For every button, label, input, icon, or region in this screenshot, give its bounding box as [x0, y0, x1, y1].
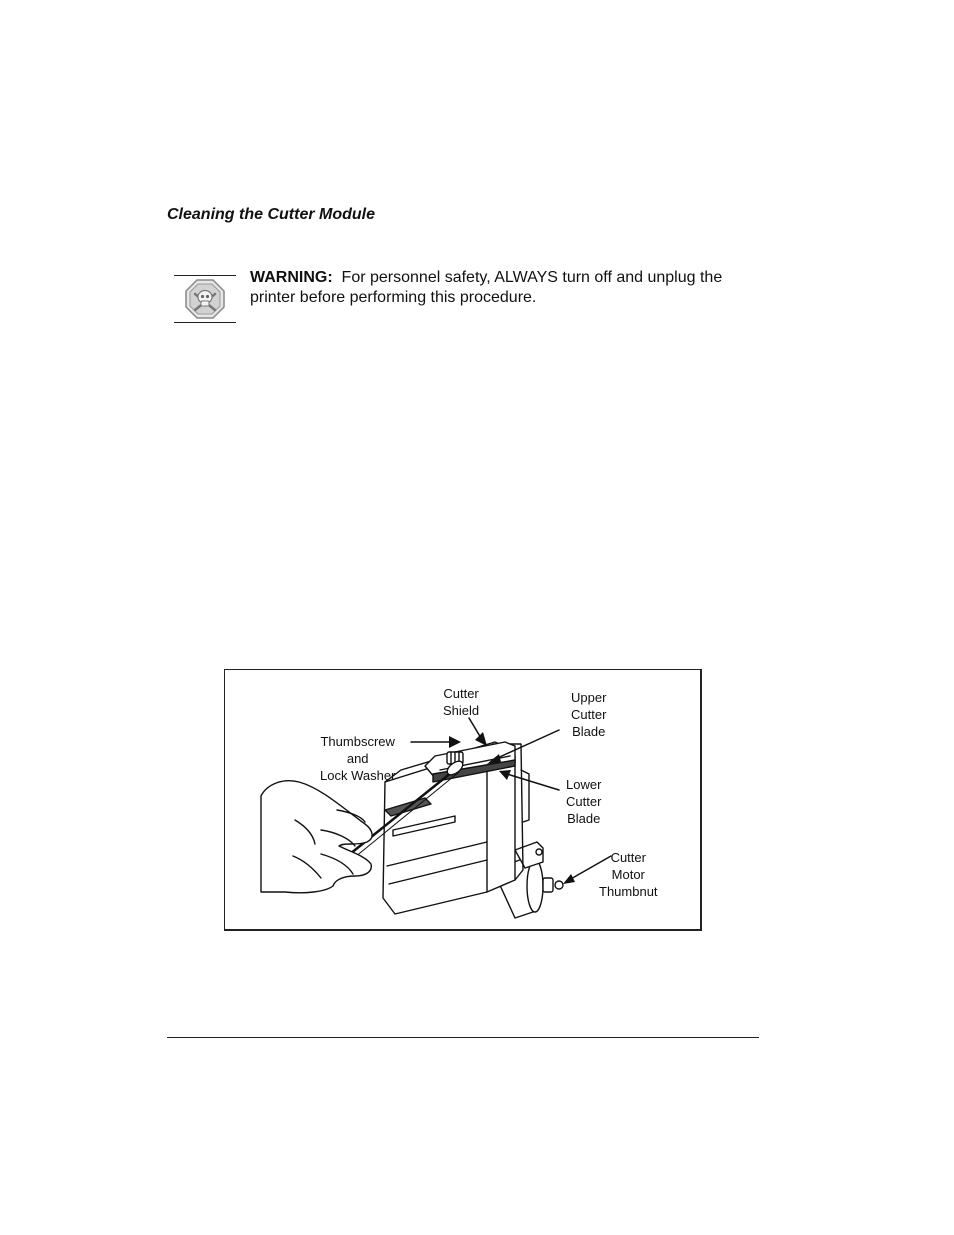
callout-line: Cutter: [610, 850, 646, 865]
callout-thumbscrew: [320, 733, 395, 784]
callout-line: Cutter: [571, 707, 607, 722]
callout-line: Shield: [443, 703, 480, 718]
callout-line: Cutter: [443, 686, 479, 701]
callout-motor-thumbnut: [599, 849, 658, 900]
callout-line: and: [346, 751, 369, 766]
warning-icon-box: [174, 275, 236, 323]
callout-line: Blade: [567, 811, 601, 826]
cutter-cleaning-figure: [224, 669, 702, 931]
section-title: Cleaning the Cutter Module: [167, 206, 375, 223]
warning-body: For personnel safety, ALWAYS turn off and unplug the printer before performing this procedure.: [250, 269, 723, 306]
skull-crossbones-octagon-icon: [184, 278, 226, 320]
callout-cutter-shield: [443, 685, 479, 719]
callout-upper-blade: [571, 689, 606, 740]
callout-line: Motor: [611, 867, 645, 882]
footer-divider: [167, 1037, 759, 1038]
callout-line: Thumbscrew: [320, 734, 395, 749]
callout-line: Upper: [571, 690, 607, 705]
warning-message: [250, 268, 770, 308]
callout-lower-blade: [566, 776, 601, 827]
callout-line: Thumbnut: [599, 884, 658, 899]
callout-line: Blade: [572, 724, 606, 739]
callout-line: Lower: [566, 777, 602, 792]
callout-line: Lock Washer: [320, 768, 396, 783]
warning-label: WARNING:: [250, 269, 333, 286]
callout-line: Cutter: [566, 794, 602, 809]
